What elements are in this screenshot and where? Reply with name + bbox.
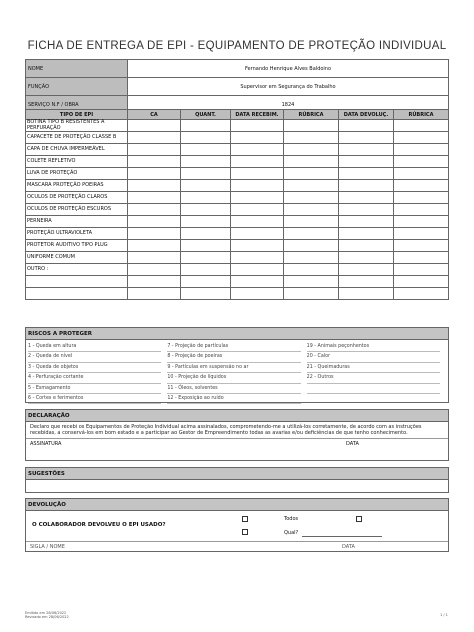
return-date-cell[interactable] (339, 240, 394, 252)
receive-date-cell[interactable] (231, 204, 284, 216)
return-signature-cell[interactable] (394, 168, 449, 180)
signature-cell[interactable] (284, 228, 339, 240)
qty-cell[interactable] (181, 204, 231, 216)
return-section (25, 498, 449, 552)
epi-type-cell: BOTINA TIPO B RESISTENTES A PERFURAÇÃO (26, 120, 128, 132)
ca-cell[interactable] (128, 180, 181, 192)
risk-item: 10 - Projeção de líquidos (167, 373, 300, 383)
return-question: O COLABORADOR DEVOLVEU O EPI USADO? (32, 522, 166, 528)
epi-table-body (26, 120, 449, 300)
risk-item: 7 - Projeção de partículas (167, 342, 300, 352)
return-which-label: Qual? (284, 530, 299, 536)
return-date-cell[interactable] (339, 276, 394, 288)
suggestions-section (25, 467, 449, 493)
qty-cell[interactable] (181, 264, 231, 276)
risks-column-3 (307, 342, 446, 404)
declaration-signature-row (26, 438, 448, 448)
signature-cell[interactable] (284, 156, 339, 168)
table-row (26, 216, 449, 228)
service-value[interactable]: 1824 (281, 101, 295, 108)
qty-cell[interactable] (181, 216, 231, 228)
table-row (26, 180, 449, 192)
risk-item: 1 - Queda em altura (28, 342, 161, 352)
col-header-signature-return: RÚBRICA (394, 110, 449, 120)
table-row (26, 288, 449, 300)
return-date-cell[interactable] (339, 168, 394, 180)
signature-cell[interactable] (284, 204, 339, 216)
ca-cell[interactable] (128, 144, 181, 156)
col-header-return-date: DATA DEVOLUÇ. (339, 110, 394, 120)
col-header-type: TIPO DE EPI (26, 110, 128, 120)
epi-table-wrap (25, 109, 449, 300)
table-row (26, 168, 449, 180)
qty-cell[interactable] (181, 192, 231, 204)
return-date-label[interactable]: DATA (342, 543, 355, 550)
return-date-cell[interactable] (339, 252, 394, 264)
declaration-text: Declaro que recebi os Equipamentos de Proteção Individual acima assinalados, comprometendo-me a utilizá-los corretamente, de acordo com as instruções recebidas, a conservá-los em bom estado e a participar ao Gestor de Empreendimento todas as avarias e/ou deficiências de que tenho conhecimento. (30, 424, 422, 437)
return-all-checkbox[interactable] (356, 516, 362, 522)
ca-cell[interactable] (128, 252, 181, 264)
return-date-cell[interactable] (339, 204, 394, 216)
declaration-section (25, 409, 449, 461)
ca-cell[interactable] (128, 240, 181, 252)
epi-type-cell: UNIFORME COMUM (26, 252, 128, 264)
return-heading: DEVOLUÇÃO (26, 499, 448, 511)
return-which-line[interactable] (302, 536, 382, 537)
table-row (26, 192, 449, 204)
receive-date-cell[interactable] (231, 168, 284, 180)
col-header-signature: RÚBRICA (284, 110, 339, 120)
qty-cell[interactable] (181, 180, 231, 192)
receive-date-cell[interactable] (231, 192, 284, 204)
risk-item: 2 - Queda de nível (28, 352, 161, 362)
qty-cell[interactable] (181, 240, 231, 252)
ca-cell[interactable] (128, 168, 181, 180)
receive-date-cell[interactable] (231, 156, 284, 168)
qty-cell[interactable] (181, 120, 231, 132)
risks-grid (26, 340, 448, 406)
employee-header (25, 59, 449, 114)
return-date-cell[interactable] (339, 264, 394, 276)
qty-cell[interactable] (181, 144, 231, 156)
epi-type-cell: PERNEIRA (26, 216, 128, 228)
table-row (26, 252, 449, 264)
return-all-label: Todos (284, 516, 299, 522)
epi-type-cell: MASCARA PROTEÇÃO POEIRAS (26, 180, 128, 192)
ca-cell[interactable] (128, 276, 181, 288)
epi-type-cell: PROTETOR AUDITIVO TIPO PLUG (26, 240, 128, 252)
risk-item: 3 - Queda de objetos (28, 363, 161, 373)
return-signature-cell[interactable] (394, 180, 449, 192)
risk-item: 11 - Óleos, solventes (167, 384, 300, 394)
col-header-receive-date: DATA RECEBIM. (231, 110, 284, 120)
risks-column-2 (167, 342, 306, 404)
epi-table-header (26, 110, 449, 120)
return-signature-cell[interactable] (394, 204, 449, 216)
risk-item: 4 - Perfuração cortante (28, 373, 161, 383)
risk-item (307, 384, 440, 394)
return-date-cell[interactable] (339, 120, 394, 132)
qty-cell[interactable] (181, 156, 231, 168)
return-date-cell[interactable] (339, 132, 394, 144)
return-date-cell[interactable] (339, 180, 394, 192)
signature-cell[interactable] (284, 264, 339, 276)
header-row-function (26, 78, 448, 96)
form-title: FICHA DE ENTREGA DE EPI - EQUIPAMENTO DE PROTEÇÃO INDIVIDUAL (27, 40, 447, 52)
receive-date-cell[interactable] (231, 120, 284, 132)
suggestions-heading: SUGESTÕES (26, 468, 448, 480)
table-row (26, 156, 449, 168)
return-signature-cell[interactable] (394, 156, 449, 168)
signature-cell[interactable] (284, 216, 339, 228)
epi-type-cell: PROTEÇÃO ULTRAVIOLETA (26, 228, 128, 240)
epi-type-cell: LUVA DE PROTEÇÃO (26, 168, 128, 180)
footer-revised-line: Revisado em 28/06/2022 (25, 615, 69, 619)
return-signature-cell[interactable] (394, 216, 449, 228)
return-signature-cell[interactable] (394, 144, 449, 156)
service-label: SERVIÇO N.F / OBRA (26, 96, 128, 113)
name-label: NOME (26, 60, 128, 77)
table-row (26, 276, 449, 288)
table-row (26, 228, 449, 240)
name-value[interactable]: Fernando Henrique Alves Baldoino (244, 65, 332, 72)
ca-cell[interactable] (128, 192, 181, 204)
return-signature-cell[interactable] (394, 240, 449, 252)
return-date-cell[interactable] (339, 288, 394, 300)
return-no-checkbox[interactable] (242, 529, 248, 535)
ca-cell[interactable] (128, 288, 181, 300)
return-signature-cell[interactable] (394, 192, 449, 204)
signature-cell[interactable] (284, 252, 339, 264)
epi-type-cell: OUTRO : (26, 264, 128, 276)
receive-date-cell[interactable] (231, 276, 284, 288)
risk-item: 8 - Projeção de poeiras (167, 352, 300, 362)
table-row (26, 240, 449, 252)
return-signature-cell[interactable] (394, 288, 449, 300)
return-date-cell[interactable] (339, 156, 394, 168)
declaration-heading: DECLARAÇÃO (26, 410, 448, 422)
return-signature-cell[interactable] (394, 252, 449, 264)
receive-date-cell[interactable] (231, 216, 284, 228)
signature-cell[interactable] (284, 144, 339, 156)
epi-type-cell: CAPA DE CHUVA IMPERMEÁVEL (26, 144, 128, 156)
risk-item: 19 - Animais peçonhentos (307, 342, 440, 352)
table-row (26, 120, 449, 132)
signature-cell[interactable] (284, 168, 339, 180)
epi-type-cell: OCULOS DE PROTEÇÃO CLAROS (26, 192, 128, 204)
return-date-cell[interactable] (339, 144, 394, 156)
epi-type-cell: COLETE REFLETIVO (26, 156, 128, 168)
signature-cell[interactable] (284, 288, 339, 300)
col-header-ca: CA (128, 110, 181, 120)
return-signature-cell[interactable] (394, 276, 449, 288)
epi-table (25, 109, 449, 300)
return-date-cell[interactable] (339, 228, 394, 240)
header-row-name (26, 60, 448, 78)
risks-section (25, 327, 449, 403)
ca-cell[interactable] (128, 204, 181, 216)
signature-cell[interactable] (284, 240, 339, 252)
table-row (26, 204, 449, 216)
table-row (26, 264, 449, 276)
risk-item: 12 - Exposição ao ruído (167, 394, 300, 404)
risk-item: 20 - Calor (307, 352, 440, 362)
qty-cell[interactable] (181, 252, 231, 264)
page-number: 1 / 1 (440, 613, 448, 617)
qty-cell[interactable] (181, 168, 231, 180)
receive-date-cell[interactable] (231, 180, 284, 192)
return-yes-checkbox[interactable] (242, 516, 248, 522)
epi-type-cell (26, 288, 128, 300)
footer-issued (25, 611, 69, 619)
return-signature-row (26, 541, 448, 551)
date-label[interactable]: DATA (346, 440, 359, 447)
function-value[interactable]: Supervisor em Segurança do Trabalho (240, 83, 336, 90)
ca-cell[interactable] (128, 156, 181, 168)
signature-cell[interactable] (284, 276, 339, 288)
col-header-qty: QUANT. (181, 110, 231, 120)
risks-heading: RISCOS A PROTEGER (26, 328, 448, 340)
risk-item: 5 - Esmagamento (28, 384, 161, 394)
signature-cell[interactable] (284, 132, 339, 144)
qty-cell[interactable] (181, 132, 231, 144)
epi-type-cell: OCULOS DE PROTEÇÃO ESCUROS (26, 204, 128, 216)
risk-item: 6 - Cortes e ferimentos (28, 394, 161, 404)
qty-cell[interactable] (181, 276, 231, 288)
receive-date-cell[interactable] (231, 288, 284, 300)
return-date-cell[interactable] (339, 216, 394, 228)
receive-date-cell[interactable] (231, 228, 284, 240)
return-body (26, 511, 448, 541)
ca-cell[interactable] (128, 120, 181, 132)
receive-date-cell[interactable] (231, 240, 284, 252)
ca-cell[interactable] (128, 132, 181, 144)
signature-label[interactable]: ASSINATURA (30, 440, 62, 447)
receive-date-cell[interactable] (231, 264, 284, 276)
signature-cell[interactable] (284, 120, 339, 132)
ca-cell[interactable] (128, 264, 181, 276)
footer-issued-line: Emitido em 28/06/2022 (25, 611, 67, 615)
epi-type-cell (26, 276, 128, 288)
risk-item: 9 - Partículas em suspensão no ar (167, 363, 300, 373)
return-signature-cell[interactable] (394, 120, 449, 132)
risk-item: 21 - Queimaduras (307, 363, 440, 373)
risks-column-1 (28, 342, 167, 404)
signature-cell[interactable] (284, 192, 339, 204)
epi-type-cell: CAPACETE DE PROTEÇÃO CLASSE B (26, 132, 128, 144)
receive-date-cell[interactable] (231, 132, 284, 144)
return-date-cell[interactable] (339, 192, 394, 204)
return-signature-cell[interactable] (394, 228, 449, 240)
signature-cell[interactable] (284, 180, 339, 192)
return-signature-cell[interactable] (394, 132, 449, 144)
table-row (26, 132, 449, 144)
ca-cell[interactable] (128, 216, 181, 228)
risk-item (307, 394, 440, 403)
risk-item: 22 - Outros (307, 373, 440, 383)
table-row (26, 144, 449, 156)
qty-cell[interactable] (181, 228, 231, 240)
return-signature-cell[interactable] (394, 264, 449, 276)
qty-cell[interactable] (181, 288, 231, 300)
return-sign-label[interactable]: SIGLA / NOME (30, 543, 65, 550)
function-label: FUNÇÃO (26, 78, 128, 95)
ca-cell[interactable] (128, 228, 181, 240)
receive-date-cell[interactable] (231, 144, 284, 156)
receive-date-cell[interactable] (231, 252, 284, 264)
